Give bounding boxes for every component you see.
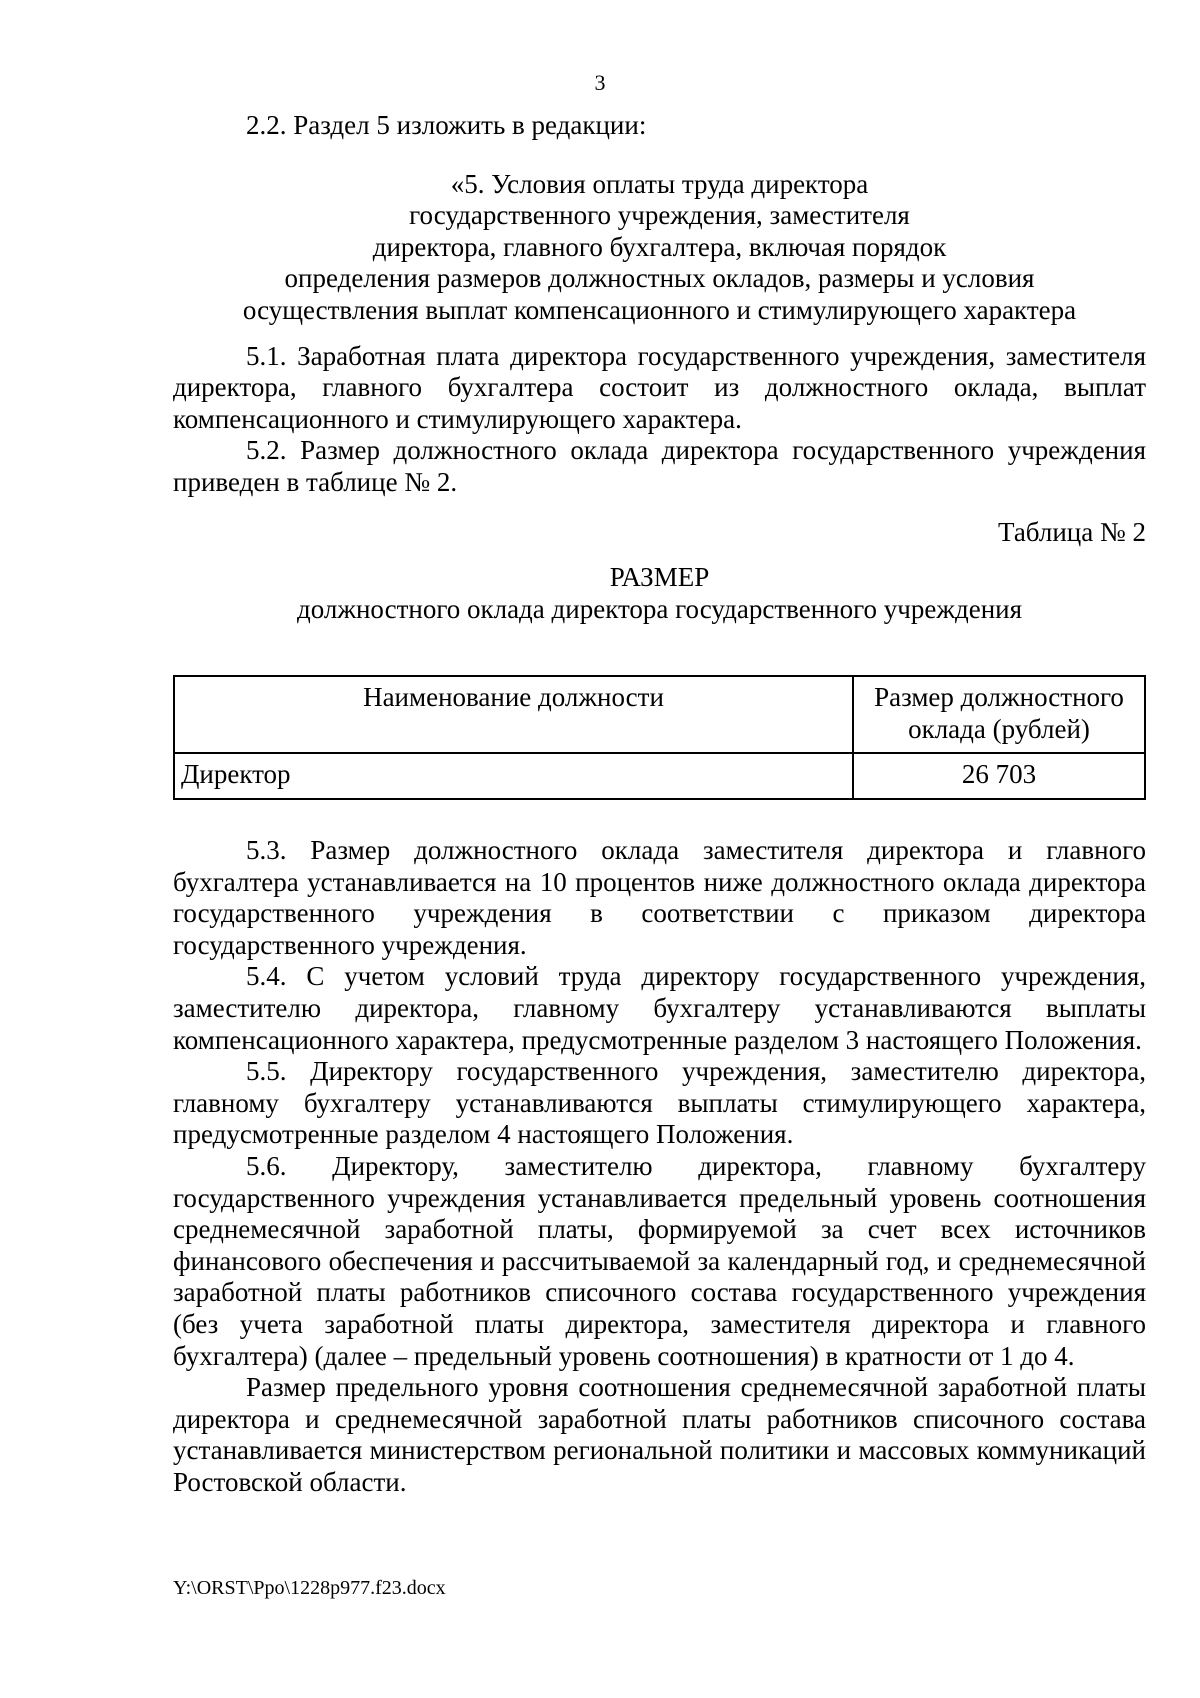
footer-file-path: Y:\ORST\Ppo\1228p977.f23.docx — [173, 1577, 446, 1599]
paragraph-5-1: 5.1. Заработная плата директора государственного учреждения, заместителя директора, главного бухгалтера состоит из должностного оклада, выплат компенсационного и стимулирующего характера. — [173, 340, 1146, 434]
table-row — [174, 753, 1145, 799]
table-label: Таблица № 2 — [998, 516, 1146, 547]
paragraph-5-6: 5.6. Директору, заместителю директора, главному бухгалтеру государственного учреждения устанавливается предельный уровень соотношения среднемесячной заработной платы, формируемой за счет всех источников финансового обеспечения и рассчитываемой за календарный год, и среднемесячной заработной платы работников списочного состава государственного учреждения (без учета заработной платы директора, заместителя директора и главного бухгалтера) (далее – предельный уровень соотношения) в кратности от 1 до 4. — [173, 1150, 1146, 1371]
paragraph-5-3: 5.3. Размер должностного оклада заместителя директора и главного бухгалтера устанавливается на 10 процентов ниже должностного оклада директора государственного учреждения в соответствии с приказом директора государственного учреждения. — [173, 835, 1146, 960]
paragraph-ratio-size: Размер предельного уровня соотношения среднемесячной заработной платы директора и среднемесячной заработной платы работников списочного состава устанавливается министерством региональной политики и массовых коммуникаций Ростовской области. — [173, 1372, 1146, 1497]
table-cell-position: Директор — [174, 753, 853, 799]
section-title-line: «5. Условия оплаты труда директора — [450, 168, 869, 199]
section-title-line: государственного учреждения, заместителя — [409, 200, 910, 231]
table-header-cell: Размер должностного оклада (рублей) — [853, 676, 1145, 753]
table-header-cell: Наименование должности — [174, 676, 853, 753]
page-number: 3 — [594, 70, 606, 95]
paragraph-5-5: 5.5. Директору государственного учреждения, заместителю директора, главному бухгалтеру устанавливаются выплаты стимулирующего характера, предусмотренные разделом 4 настоящего Положения. — [173, 1056, 1146, 1150]
section-title — [210, 169, 1110, 327]
table-cell-salary: 26 703 — [853, 753, 1145, 799]
intro-paragraph: 2.2. Раздел 5 изложить в редакции: — [246, 110, 647, 140]
table-header-row — [174, 676, 1145, 753]
section-title-line: определения размеров должностных окладов, размеры и условия — [284, 263, 1035, 294]
table-subheading: должностного оклада директора государственного учреждения — [296, 593, 1023, 624]
table-heading: РАЗМЕР — [609, 562, 710, 593]
salary-table — [173, 675, 1146, 800]
section-title-line: осуществления выплат компенсационного и стимулирующего характера — [242, 294, 1077, 325]
document-body-block — [173, 835, 1146, 1498]
section-title-line: директора, главного бухгалтера, включая порядок — [372, 231, 947, 262]
paragraph-5-4: 5.4. С учетом условий труда директору государственного учреждения, заместителю директора, главному бухгалтеру устанавливаются выплаты компенсационного характера, предусмотренные разделом 3 настоящего Положения. — [173, 961, 1146, 1055]
paragraph-5-2: 5.2. Размер должностного оклада директора государственного учреждения приведен в таблице № 2. — [173, 435, 1146, 497]
document-header-block — [173, 110, 1146, 625]
